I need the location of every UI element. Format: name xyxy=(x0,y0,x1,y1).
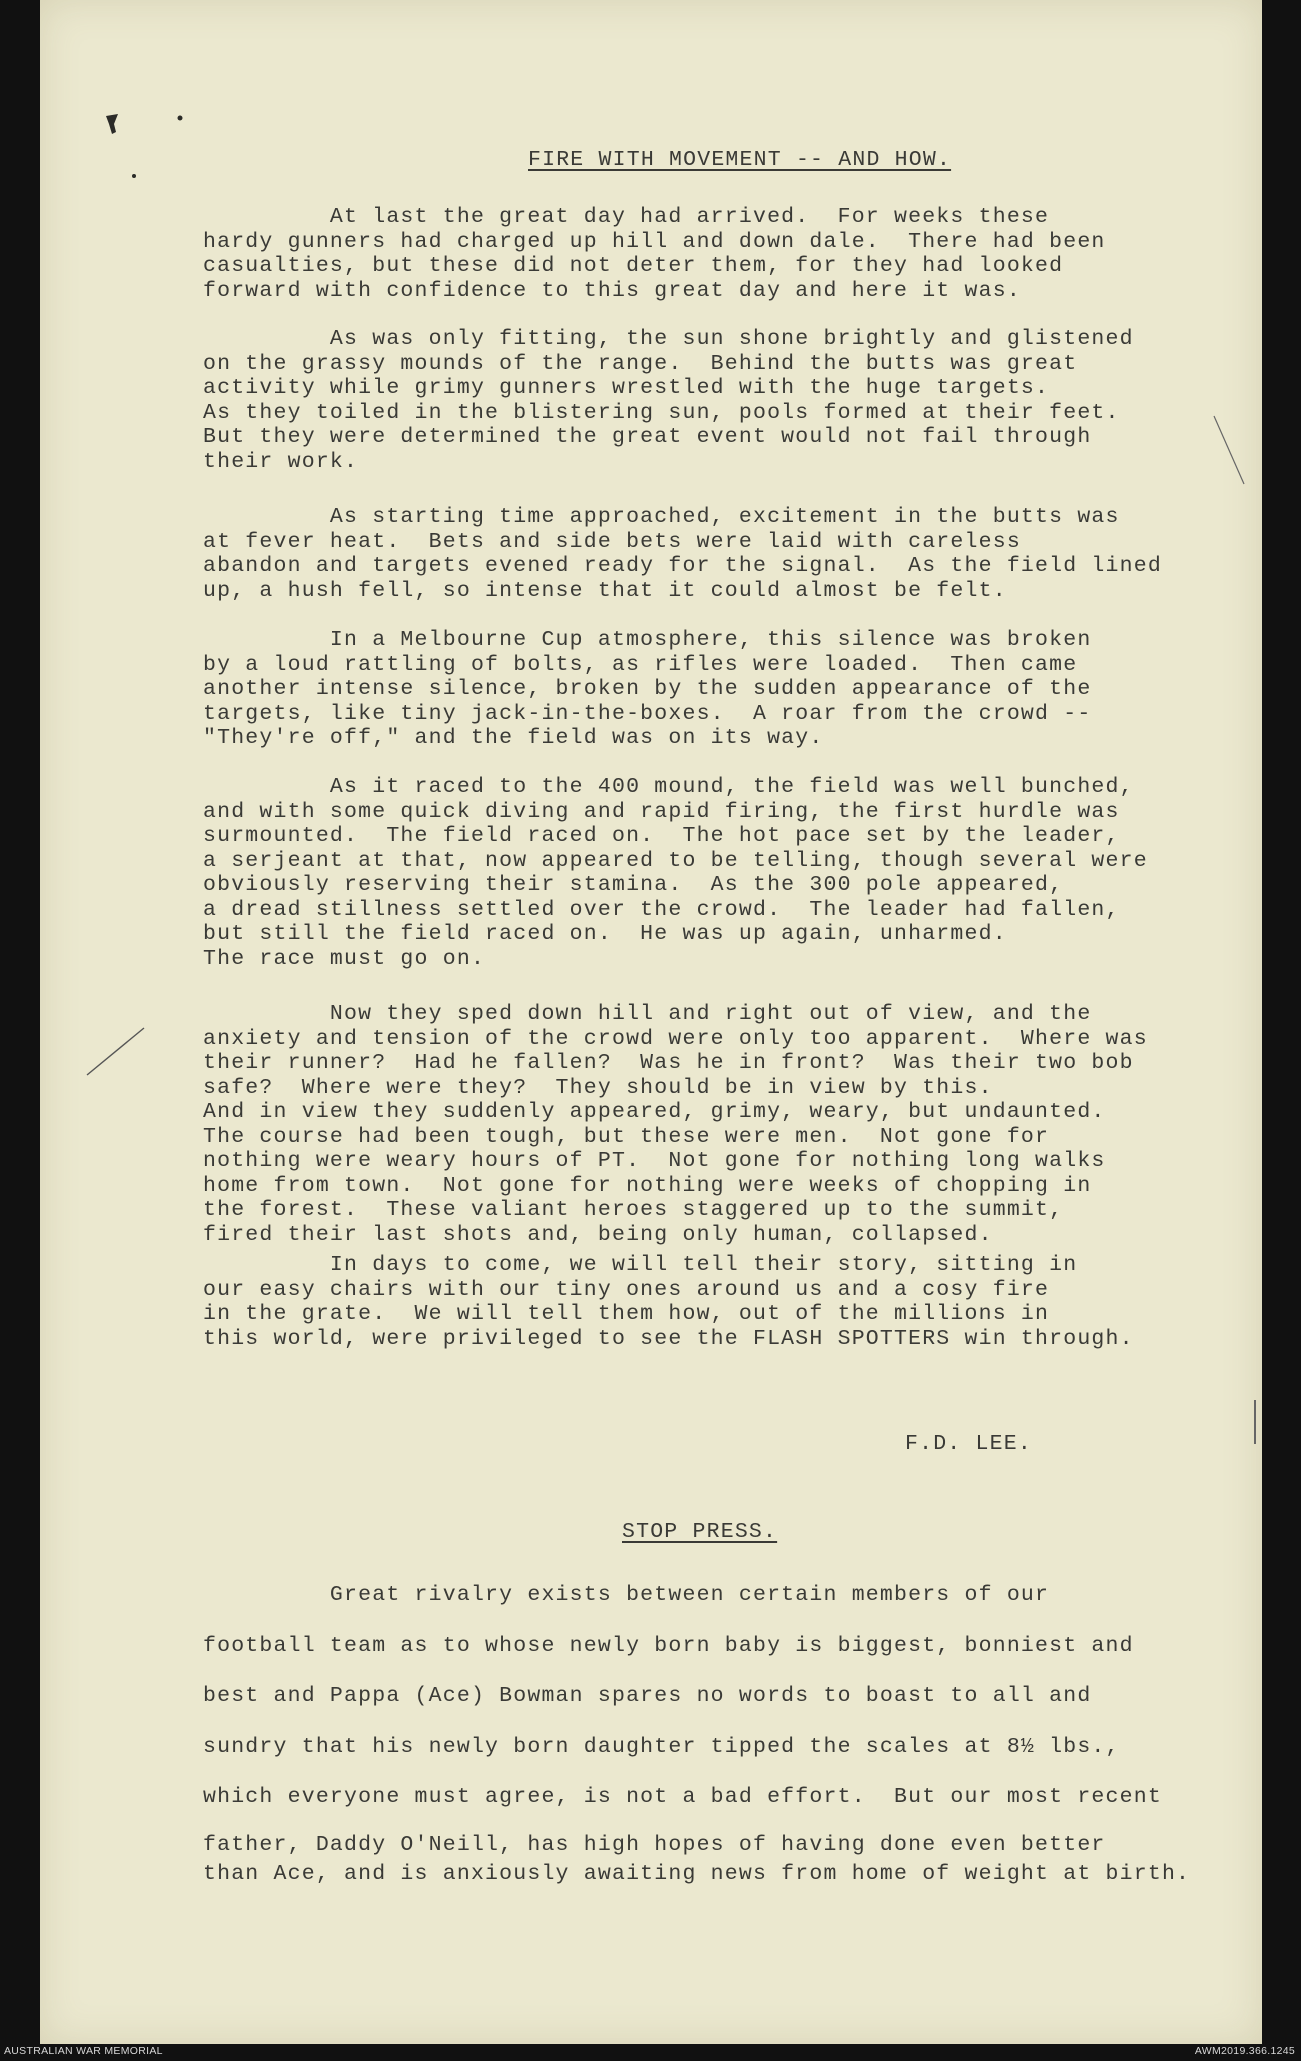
ink-dot xyxy=(132,174,136,178)
paragraph: At last the great day had arrived. For weeks these hardy gunners had charged up hill and down dale. There had been casualties, but these did not deter them, for they had looked forward with confidence to this great day and here it was. xyxy=(203,205,1106,303)
paragraph: In a Melbourne Cup atmosphere, this silence was broken by a loud rattling of bolts, as rifles were loaded. Then came another intense silence, broken by the sudden appearance of the targets, like tiny jack-in-the-boxes. A roar from the crowd -- "They're off," and the field was on its way. xyxy=(203,628,1092,750)
pencil-stroke-mark xyxy=(1210,412,1250,492)
paragraph: As it raced to the 400 mound, the field was well bunched, and with some quick diving and rapid firing, the first hurdle was surmounted. The field raced on. The hot pace set by the leader, a serjeant at that, now appeared to be telling, though several were obviously reserving their stamina. As the 300 pole appeared, a dread stillness settled over the crowd. The leader had fallen, but still the field raced on. He was up again, unharmed. The race must go on. xyxy=(203,775,1148,971)
paragraph: As starting time approached, excitement in the butts was at fever heat. Bets and side bets were laid with careless abandon and targets evened ready for the signal. As the field lined up, a hush fell, so intense that it could almost be felt. xyxy=(203,505,1162,603)
document-page xyxy=(40,0,1262,2044)
ink-blot-mark xyxy=(100,106,190,186)
paragraph: In days to come, we will tell their story, sitting in our easy chairs with our tiny ones around us and a cosy fire in the grate. We will tell them how, out of the millions in this world, were privileged to see the FLASH SPOTTERS win through. xyxy=(203,1253,1134,1351)
footer-accession-number: AWM2019.366.1245 xyxy=(1194,2045,1295,2057)
pencil-stroke-shape xyxy=(87,1028,144,1075)
pencil-stroke-mark xyxy=(82,1020,152,1080)
pencil-stroke-shape xyxy=(1214,416,1244,484)
margin-mark xyxy=(1252,1398,1260,1448)
stop-press-text: Great rivalry exists between certain members of our football team as to whose newly born baby is biggest, bonniest and best and Pappa (Ace) Bowman spares no words to boast to all and sundry that his newly born daughter tipped the scales at 8½ lbs., which everyone must agree, is not a bad effort. But our most recent xyxy=(203,1583,1162,1809)
paragraph: As was only fitting, the sun shone brightly and glistened on the grassy mounds of the range. Behind the butts was great activity while grimy gunners wrestled with the huge targets. As they toiled in the blistering sun, pools formed at their feet. But they were determined the great event would not fail through their work. xyxy=(203,327,1134,474)
stop-press-last-lines: father, Daddy O'Neill, has high hopes of having done even better than Ace, and is anxiously awaiting news from home of weight at birth. xyxy=(203,1832,1191,1886)
footer-archive-name: AUSTRALIAN WAR MEMORIAL xyxy=(4,2045,163,2057)
document-title: FIRE WITH MOVEMENT -- AND HOW. xyxy=(528,148,952,172)
stop-press-title: STOP PRESS. xyxy=(622,1520,778,1544)
stop-press-body xyxy=(203,1570,1190,1889)
ink-dot xyxy=(178,116,183,121)
ink-blot-shape xyxy=(106,114,118,134)
paragraph: Now they sped down hill and right out of view, and the anxiety and tension of the crowd were only too apparent. Where was their runner? Had he fallen? Was he in front? Was their two bob safe? Where were they? They should be in view by this. And in view they suddenly appeared, grimy, weary, but undaunted. The course had been tough, but these were men. Not gone for nothing were weary hours of PT. Not gone for nothing long walks home from town. Not gone for nothing were weeks of chopping in the forest. These valiant heroes staggered up to the summit, fired their last shots and, being only human, collapsed. xyxy=(203,1002,1148,1247)
author-signature: F.D. LEE. xyxy=(905,1432,1032,1456)
